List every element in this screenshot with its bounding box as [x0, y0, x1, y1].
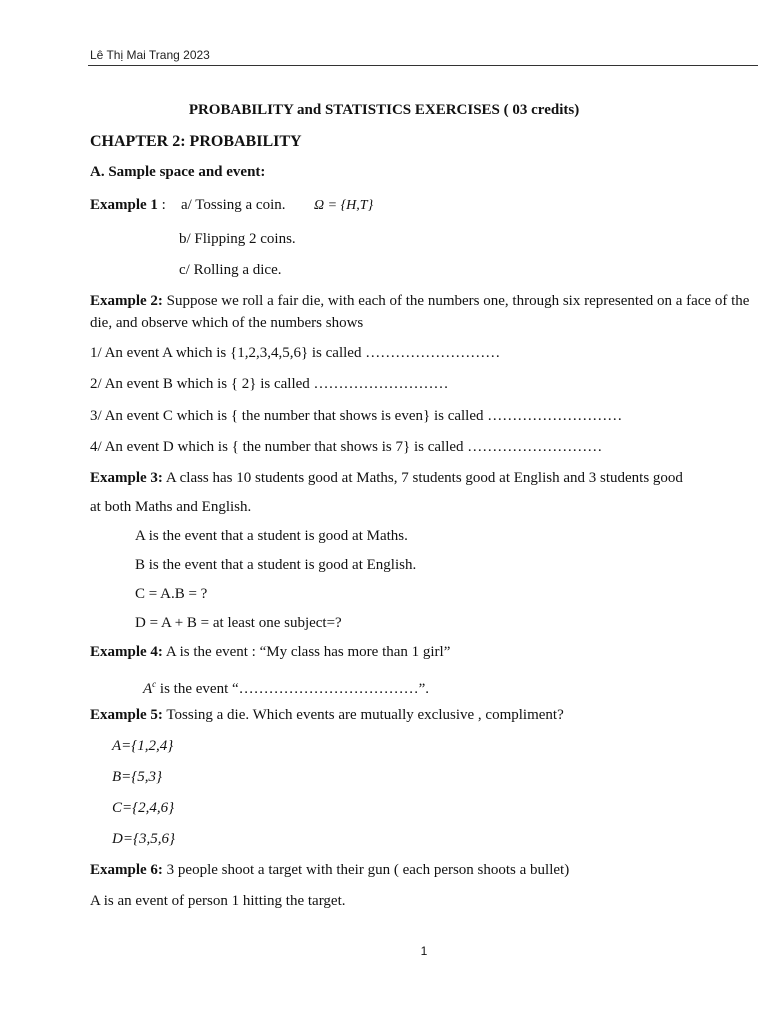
- example-4-text: A is the event : “My class has more than 1 girl”: [165, 644, 451, 660]
- document-title: PROBABILITY and STATISTICS EXERCISES ( 03 credits): [188, 102, 580, 118]
- example-1-b: b/ Flipping 2 coins.: [179, 231, 296, 247]
- example-2-text: Suppose we roll a fair die, with each of the numbers one, through six represented on a face of the die, and observe which of the numbers shows: [90, 293, 750, 331]
- example-3-text: A class has 10 students good at Maths, 7 students good at English and 3 students good: [165, 470, 683, 486]
- set-c: C={2,4,6}: [112, 800, 175, 816]
- complement-symbol: A: [143, 681, 153, 697]
- set-d: D={3,5,6}: [112, 831, 175, 847]
- page-header: Lê Thị Mai Trang 2023: [90, 48, 210, 62]
- example-1-label: Example 1: [90, 197, 158, 213]
- complement-superscript: c: [152, 679, 157, 689]
- example-3-item: D = A + B = at least one subject=?: [135, 615, 342, 631]
- example-1-sep: :: [157, 197, 166, 213]
- example-5-label: Example 5:: [90, 707, 163, 723]
- example-3-label: Example 3:: [90, 470, 163, 486]
- example-6-line-2: A is an event of person 1 hitting the target.: [90, 893, 346, 909]
- example-3-item: B is the event that a student is good at English.: [135, 557, 417, 573]
- set-a: A={1,2,4}: [112, 738, 174, 754]
- example-5-text: Tossing a die. Which events are mutually exclusive , compliment?: [166, 707, 564, 723]
- example-3-item: C = A.B = ?: [135, 586, 208, 602]
- example-4-line-1: [90, 644, 450, 661]
- example-6-line-1: [90, 862, 569, 879]
- example-6-text: 3 people shoot a target with their gun ( each person shoots a bullet): [166, 862, 570, 878]
- omega-set: Ω = {H,T}: [314, 198, 374, 213]
- set-b: B={5,3}: [112, 769, 163, 785]
- header-rule: [88, 65, 758, 66]
- example-1-a: a/ Tossing a coin.: [181, 197, 286, 213]
- example-1-c: c/ Rolling a dice.: [179, 262, 282, 278]
- chapter-heading: CHAPTER 2: PROBABILITY: [90, 133, 302, 150]
- example-3-line-2: at both Maths and English.: [90, 499, 252, 515]
- example-4-blank: is the event “………………………………”.: [156, 681, 430, 697]
- example-3-item: A is the event that a student is good at Maths.: [135, 528, 408, 544]
- example-2-paragraph: [90, 290, 760, 334]
- example-2-item: 1/ An event A which is {1,2,3,4,5,6} is called ………………………: [90, 345, 501, 361]
- page-number: 1: [420, 944, 428, 958]
- example-1-line: [90, 197, 166, 214]
- section-heading: A. Sample space and event:: [90, 164, 266, 180]
- example-5-line: [90, 707, 564, 724]
- example-2-item: 4/ An event D which is { the number that shows is 7} is called ………………………: [90, 439, 603, 455]
- example-3-line-1: [90, 470, 683, 487]
- example-4-line-2: [143, 676, 429, 698]
- example-2-item: 2/ An event B which is { 2} is called ………………………: [90, 376, 449, 392]
- example-6-label: Example 6:: [90, 862, 163, 878]
- example-2-label: Example 2:: [90, 293, 163, 309]
- example-2-item: 3/ An event C which is { the number that shows is even} is called ………………………: [90, 408, 623, 424]
- example-4-label: Example 4:: [90, 644, 163, 660]
